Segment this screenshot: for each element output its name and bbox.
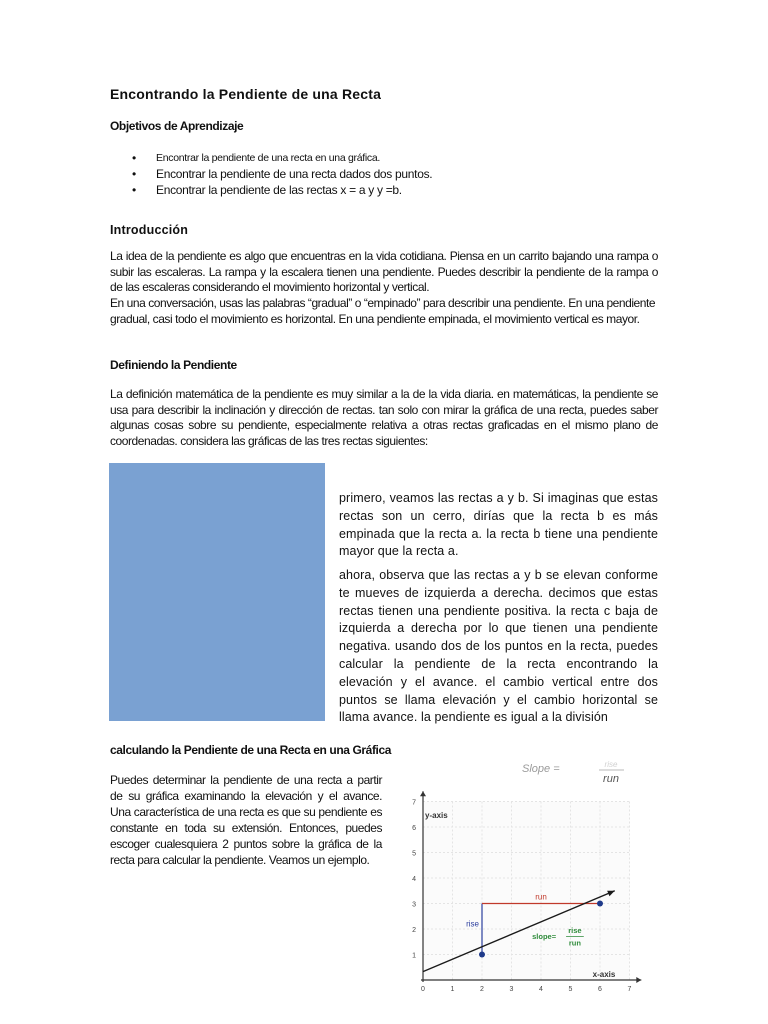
x-tick-label: 0 (421, 986, 425, 993)
defining-paragraph-2: primero, veamos las rectas a y b. Si imaginas que estas rectas son un cerro, dirías que la recta b es más empinada que la recta a. la recta b tiene una pendiente mayor que la recta a. (339, 491, 658, 559)
run-label: run (535, 892, 547, 902)
objectives-list (132, 150, 432, 198)
rise-label: rise (466, 919, 479, 929)
x-tick-label: 3 (509, 986, 514, 993)
y-tick-label: 4 (412, 876, 416, 883)
y-tick-label: 2 (412, 927, 416, 934)
x-tick-label: 6 (598, 986, 602, 993)
y-tick-label: 6 (412, 825, 416, 832)
slope-graph (398, 758, 648, 998)
y-tick-label: 1 (412, 952, 416, 960)
list-item: • Encontrar la pendiente de una recta dados dos puntos. (132, 166, 432, 182)
y-tick-label: 5 (412, 850, 416, 858)
slope-formula (522, 760, 624, 785)
slope-numerator: rise (568, 925, 582, 935)
x-tick-label: 5 (568, 986, 573, 993)
plot-background (423, 802, 630, 981)
slope-denominator: run (568, 938, 581, 948)
x-axis-arrow (636, 977, 641, 983)
defining-heading: Definiendo la Pendiente (110, 358, 237, 372)
y-axis-label: y-axis (425, 811, 448, 821)
formula-lhs: Slope = (522, 763, 560, 775)
y-tick-label: 7 (412, 799, 416, 807)
intro-paragraph-2: En una conversación, usas las palabras “gradual” o “empinado” para describir una pendiente. En una pendiente gradual, casi todo el movimiento es horizontal. En una pendiente empinada, el movimiento vertical es mayor. (110, 296, 656, 326)
chart-grid (423, 802, 630, 981)
formula-numerator: rise (604, 760, 618, 769)
y-tick-label: 3 (412, 901, 416, 909)
intro-paragraph-1: La idea de la pendiente es algo que encuentras en la vida cotidiana. Piensa en un carrito bajando una rampa o subir las escaleras. La rampa y la escalera tienen una pendiente. Puedes describir la pendiente de la rampa o de las escaleras considerando el movimiento horizontal y vertical. (110, 249, 658, 294)
list-item: • Encontrar la pendiente de las rectas x = a y y =b. (132, 182, 432, 198)
x-tick-label: 2 (480, 986, 484, 993)
defining-paragraph-1: La definición matemática de la pendiente es muy similar a la de la vida diaria. en matemáticas, la pendiente se usa para describir la inclinación y dirección de rectas. tan solo con mirar la gráfica de una recta, puedes saber algunas cosas sobre su pendiente, especialmente relativa a otras rectas graficadas en el mismo plano de coordenadas. considera las gráficas de las tres rectas siguientes: (110, 387, 658, 448)
data-point (479, 952, 485, 958)
defining-paragraph-3: ahora, observa que las rectas a y b se elevan conforme te mueves de izquierda a derecha. decimos que estas rectas tienen una pendiente positiva. la recta c baja de izquierda a derecha por lo que tienen una pendiente negativa. usando dos de los puntos en la recta, puedes calcular la pendiente de la recta encontrando la elevación y el avance. el cambio vertical entre dos puntos se llama elevación y el cambio horizontal se llama avance. la pendiente es igual a la división (339, 568, 658, 725)
x-axis-label: x-axis (592, 970, 616, 979)
x-tick-label: 4 (539, 986, 543, 993)
calculating-heading: calculando la Pendiente de una Recta en una Gráfica (110, 743, 392, 757)
x-tick-label: 1 (450, 986, 455, 993)
list-item: • Encontrar la pendiente de una recta en una gráfica. (132, 150, 432, 166)
y-axis-arrow (420, 791, 426, 796)
formula-denominator: run (603, 773, 619, 785)
slope-label: slope= (532, 932, 557, 942)
calculating-paragraph: Puedes determinar la pendiente de una recta a partir de su gráfica examinando la elevación y el avance. Una característica de una recta es que su pendiente es constante en toda su extensión. Entonces, puedes escoger cualesquiera 2 puntos sobre la gráfica de la recta para calcular la pendiente. Veamos un ejemplo. (110, 773, 382, 867)
graph-image-placeholder (109, 463, 325, 721)
intro-heading: Introducción (110, 223, 189, 237)
slope-figure (398, 758, 648, 998)
x-tick-label: 7 (627, 986, 632, 993)
objectives-heading: Objetivos de Aprendizaje (110, 119, 244, 133)
data-point (597, 901, 603, 907)
page-title: Encontrando la Pendiente de una Recta (110, 86, 382, 102)
